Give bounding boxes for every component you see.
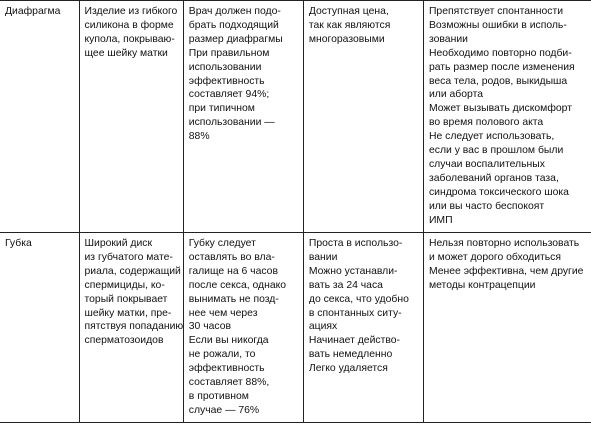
pros-cell [303, 233, 423, 423]
effectiveness-line: брать подходящий [188, 19, 279, 31]
effectiveness-line: Если вы никогда [188, 335, 269, 347]
description-line: торый покрывает [84, 293, 168, 305]
effectiveness-line: оставлять во вла- [188, 251, 275, 263]
effectiveness-line: нее чем через [188, 307, 258, 319]
cons-line: ИМП [428, 214, 453, 226]
pros-line: вании [308, 251, 338, 263]
pros-line: Проста в использо- [308, 238, 403, 249]
cons-cell [423, 1, 591, 233]
effectiveness-line: в противном [188, 390, 249, 402]
cons-line: рать размер после изменения [428, 61, 575, 73]
cons-line: во время полового акта [428, 117, 544, 129]
effectiveness-cell [183, 233, 303, 423]
effectiveness-line: Врач должен подо- [188, 6, 281, 17]
pros-line: до секса, что удобно [308, 293, 409, 305]
cons-line: случаи воспалительных [428, 158, 545, 170]
cons-cell [423, 233, 591, 423]
pros-line: в спонтанных ситу- [308, 307, 402, 319]
pros-line: Начинает действо- [308, 335, 400, 347]
description-cell [79, 1, 183, 233]
pros-line: Доступная цена, [308, 6, 389, 17]
pros-line: ациях [308, 321, 338, 333]
description-line: Широкий диск [84, 238, 153, 249]
table-body [0, 1, 591, 423]
effectiveness-line: вынимать не позд- [188, 293, 279, 305]
pros-line: многоразовыми [308, 33, 385, 45]
effectiveness-cell [183, 1, 303, 233]
pros-line: так как являются [308, 19, 391, 31]
effectiveness-line: размер диафрагмы [188, 33, 283, 45]
pros-line: Можно устанавли- [308, 265, 398, 277]
description-line: купола, покрываю- [84, 33, 175, 45]
effectiveness-line: при типичном [188, 103, 255, 115]
cons-line: если у вас в прошлом были [428, 145, 564, 157]
cons-line: и может дорого обходиться [428, 251, 561, 263]
cons-line: или аборта [428, 89, 484, 101]
pros-cell [303, 1, 423, 233]
cons-line: веса тела, родов, выкидыша [428, 75, 568, 87]
cons-line: Нельзя повторно использовать [428, 238, 580, 249]
cons-line: заболеваний органов таза, [428, 172, 559, 184]
effectiveness-line: эффективность [188, 363, 265, 375]
pros-line: вать за 24 часа [308, 279, 383, 291]
effectiveness-line: составляет 94%; [188, 89, 270, 101]
cons-line: Не следует использовать, [428, 131, 555, 143]
method-cell [0, 1, 79, 233]
method-name: Диафрагма [5, 6, 61, 17]
method-name: Губка [5, 238, 32, 249]
description-line: Изделие из гибкого [84, 6, 178, 17]
description-line: риала, содержащий [84, 265, 181, 277]
table-row [0, 233, 591, 423]
effectiveness-line: При правильном [188, 47, 270, 59]
pros-line: вать немедленно [308, 349, 393, 361]
cons-line: методы контрацепции [428, 279, 536, 291]
effectiveness-line: использовании — [188, 117, 275, 129]
cons-line: Менее эффективна, чем другие [428, 265, 584, 277]
effectiveness-line: использовании [188, 61, 262, 73]
effectiveness-line: составляет 88%, [188, 377, 270, 389]
cons-line: Возможны ошибки в исполь- [428, 19, 567, 31]
cons-line: или вы часто беспокоят [428, 200, 545, 212]
description-line: шейку матки, пре- [84, 307, 172, 319]
effectiveness-line: эффективность [188, 75, 265, 87]
cons-line: Может вызывать дискомфорт [428, 103, 572, 115]
effectiveness-line: галище на 6 часов [188, 265, 278, 277]
description-line: пятствуя попаданию [84, 321, 184, 333]
effectiveness-line: не рожали, то [188, 349, 256, 361]
description-line: силикона в форме [84, 19, 174, 31]
description-line: спермициды, ко- [84, 279, 165, 291]
description-line: щее шейку матки [84, 47, 168, 59]
pros-line: Легко удаляется [308, 363, 388, 375]
effectiveness-line: 30 часов [188, 321, 232, 333]
effectiveness-line: после секса, однако [188, 279, 287, 291]
effectiveness-line: 88% [188, 131, 210, 143]
method-cell [0, 233, 79, 423]
description-cell [79, 233, 183, 423]
cons-line: Необходимо повторно подби- [428, 47, 572, 59]
effectiveness-line: случае — 76% [188, 404, 260, 416]
description-line: из губчатого мате- [84, 251, 173, 263]
cons-line: синдрома токсического шока [428, 186, 569, 198]
cons-line: Препятствует спонтанности [428, 6, 564, 17]
effectiveness-line: Губку следует [188, 238, 256, 249]
cons-line: зовании [428, 33, 468, 45]
description-line: сперматозоидов [84, 335, 164, 347]
table-row [0, 1, 591, 233]
